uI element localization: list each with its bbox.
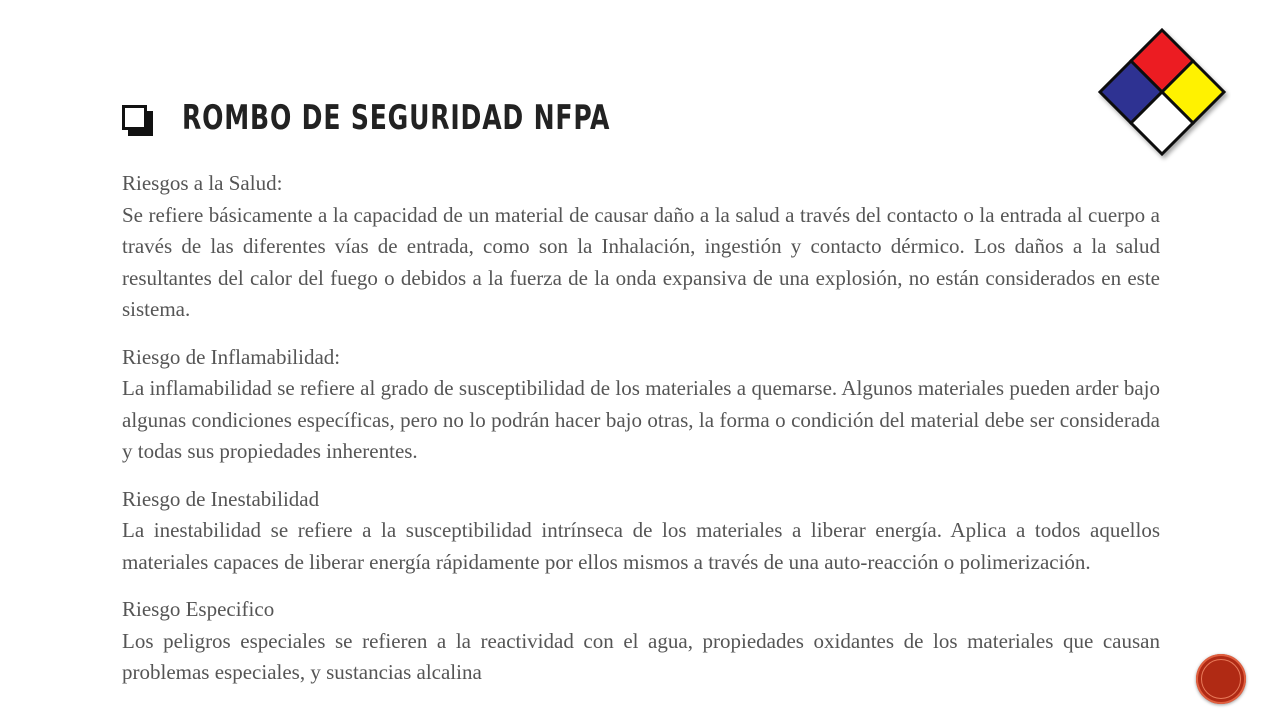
section-heading: Riesgos a la Salud: — [122, 171, 283, 195]
section-body: Los peligros especiales se refieren a la reactividad con el agua, propiedades oxidantes de los materiales que causan problemas especiales, y sustancias alcalina — [122, 628, 1160, 684]
section-flammability — [122, 342, 1160, 468]
section-body: La inflamabilidad se refiere al grado de susceptibilidad de los materiales a quemarse. Algunos materiales pueden arder bajo algunas condiciones específicas, pero no lo podrán hacer bajo otras, la forma o condición del material debe ser considerada y todas sus propiedades inherentes. — [122, 376, 1160, 463]
section-heading: Riesgo Especifico — [122, 597, 275, 621]
content-area — [122, 168, 1160, 705]
next-slide-button-icon[interactable] — [1196, 654, 1246, 704]
section-heading: Riesgo de Inestabilidad — [122, 486, 320, 511]
section-heading: Riesgo de Inflamabilidad: — [122, 344, 341, 369]
section-body: Se refiere básicamente a la capacidad de un material de causar daño a la salud a través del contacto o la entrada al cuerpo a través de las diferentes vías de entrada, como son la Inhalación, ingestión y contacto dérmico. Los daños a la salud resultantes del calor del fuego o debidos a la fuerza de la onda expansiva de una explosión, no están considerados en este sistema. — [122, 202, 1160, 321]
section-instability — [122, 484, 1160, 579]
section-body: La inestabilidad se refiere a la susceptibilidad intrínseca de los materiales a liberar energía. Aplica a todos aquellos materiales capaces de liberar energía rápidamente por ellos mismos a través de una auto-reacción o polimerización. — [122, 518, 1160, 574]
page-title: ROMBO DE SEGURIDAD NFPA — [182, 98, 611, 138]
section-health — [122, 168, 1160, 326]
nfpa-diamond-icon — [1096, 28, 1231, 163]
slide-title — [122, 96, 704, 140]
section-specific — [122, 594, 1160, 689]
checkbox-bullet-icon — [122, 103, 156, 133]
